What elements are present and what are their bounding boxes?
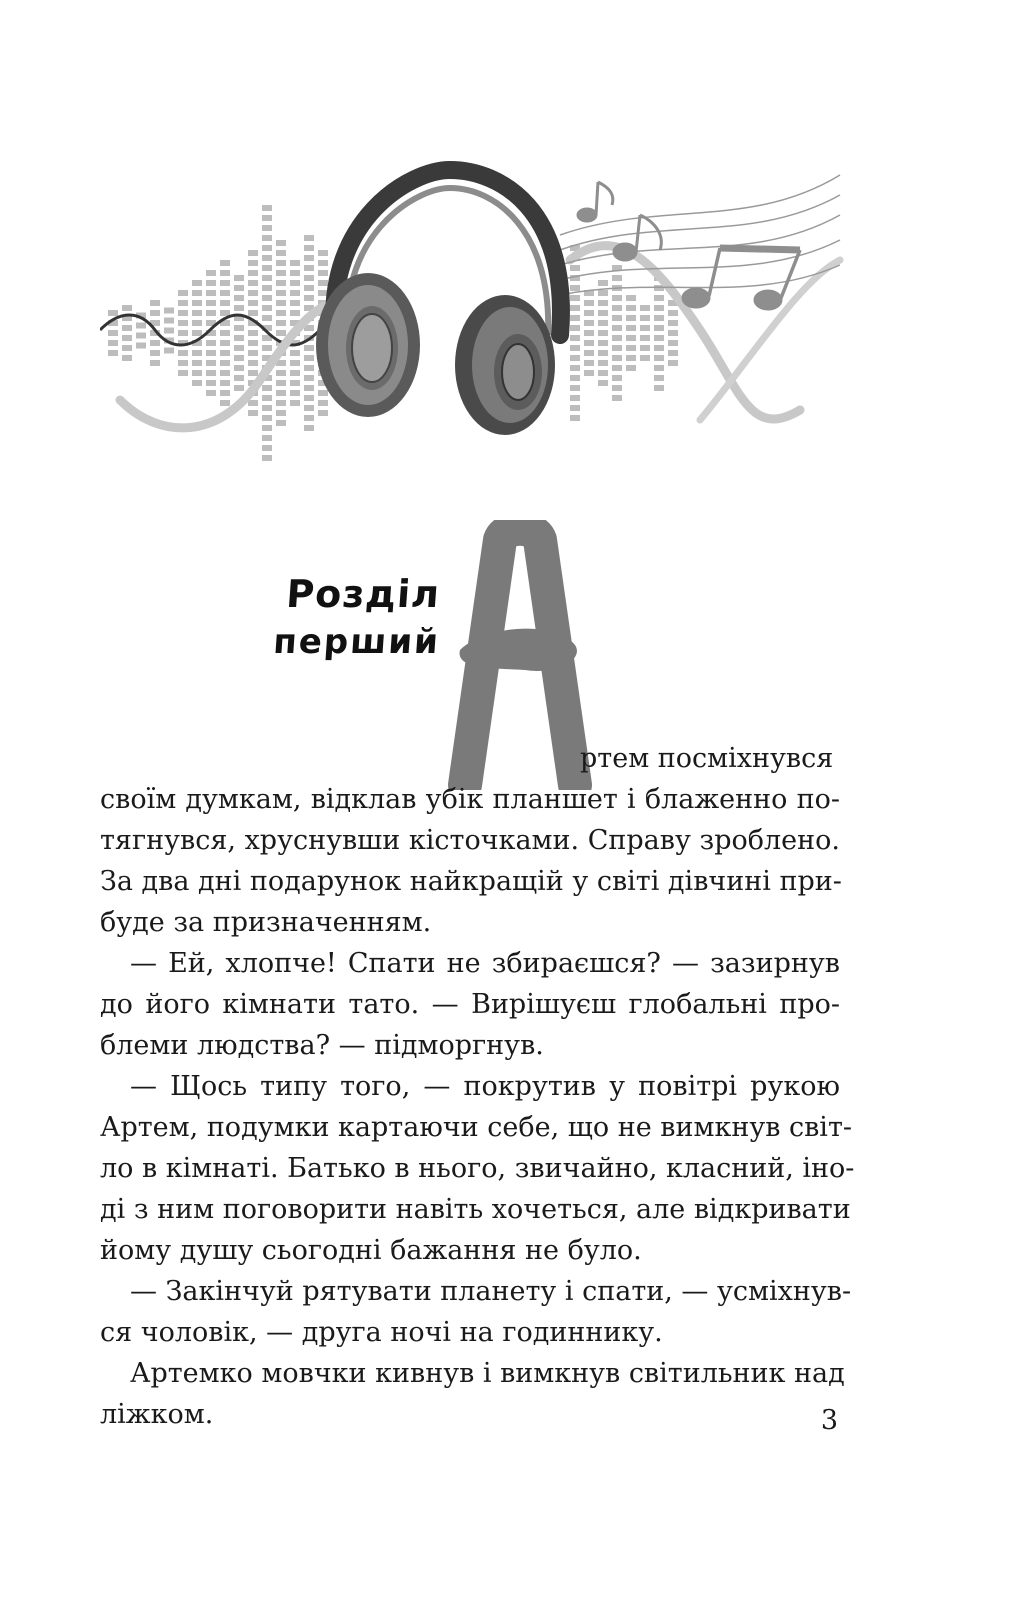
equalizer-segment (262, 235, 272, 241)
equalizer-segment (290, 300, 300, 306)
text-line: Артем, подумки картаючи себе, що не вимкнув світ- (100, 1112, 853, 1143)
equalizer-segment (318, 270, 328, 276)
equalizer-segment (122, 305, 132, 311)
equalizer-segment (668, 330, 678, 336)
chapter-heading (250, 572, 442, 662)
equalizer-segment (262, 215, 272, 221)
equalizer-segment (668, 310, 678, 316)
equalizer-segment (262, 385, 272, 391)
equalizer-segment (570, 395, 580, 401)
equalizer-segment (626, 295, 636, 301)
equalizer-segment (290, 280, 300, 286)
equalizer-segment (276, 380, 286, 386)
text-line: Артемко мовчки кивнув і вимкнув світильник над (130, 1358, 845, 1389)
equalizer-segment (150, 360, 160, 366)
equalizer-segment (598, 320, 608, 326)
equalizer-segment (178, 350, 188, 356)
text-line: тягнувся, хруснувши кісточками. Справу зроблено. (100, 825, 840, 856)
equalizer-segment (640, 345, 650, 351)
equalizer-segment (150, 350, 160, 356)
equalizer-segment (304, 235, 314, 241)
equalizer-segment (248, 280, 258, 286)
equalizer-segment (304, 385, 314, 391)
equalizer-segment (192, 350, 202, 356)
equalizer-segment (262, 245, 272, 251)
text-line: — Щось типу того, — покрутив у повітрі рукою (130, 1071, 840, 1102)
equalizer-segment (192, 280, 202, 286)
equalizer-segment (206, 360, 216, 366)
equalizer-segment (234, 365, 244, 371)
equalizer-segment (136, 323, 146, 329)
music-staff (560, 175, 840, 295)
equalizer-segment (234, 345, 244, 351)
equalizer-segment (248, 410, 258, 416)
equalizer-segment (276, 320, 286, 326)
equalizer-segment (136, 343, 146, 349)
equalizer-segment (626, 365, 636, 371)
equalizer-segment (178, 310, 188, 316)
equalizer-segment (598, 310, 608, 316)
equalizer-segment (248, 310, 258, 316)
equalizer-segment (276, 400, 286, 406)
equalizer-segment (304, 345, 314, 351)
equalizer-segment (290, 380, 300, 386)
equalizer-segment (584, 340, 594, 346)
equalizer-segment (584, 310, 594, 316)
equalizer-segment (276, 290, 286, 296)
equalizer-segment (612, 335, 622, 341)
equalizer-segment (150, 340, 160, 346)
equalizer-segment (108, 340, 118, 346)
equalizer-segment (290, 310, 300, 316)
equalizer-segment (640, 315, 650, 321)
equalizer-segment (262, 315, 272, 321)
equalizer-segment (584, 300, 594, 306)
equalizer-segment (276, 370, 286, 376)
text-line: — Ей, хлопче! Спати не збираєшся? — зазирнув (130, 948, 840, 979)
equalizer-segment (570, 325, 580, 331)
equalizer-segment (122, 345, 132, 351)
equalizer-segment (318, 260, 328, 266)
equalizer-segment (220, 290, 230, 296)
chapter-number: перший (271, 622, 442, 662)
equalizer-segment (570, 415, 580, 421)
equalizer-segment (220, 360, 230, 366)
equalizer-segment (178, 300, 188, 306)
text-line: до його кімнати тато. — Вирішуєш глобальні про- (100, 989, 840, 1020)
equalizer-segment (234, 355, 244, 361)
equalizer-segment (108, 350, 118, 356)
equalizer-segment (276, 300, 286, 306)
equalizer-segment (654, 295, 664, 301)
equalizer-segment (626, 325, 636, 331)
equalizer-segment (654, 355, 664, 361)
equalizer-segment (248, 300, 258, 306)
equalizer-segment (276, 410, 286, 416)
equalizer-segment (248, 400, 258, 406)
equalizer-segment (612, 315, 622, 321)
equalizer-segment (654, 305, 664, 311)
equalizer-segment (304, 365, 314, 371)
equalizer-segment (206, 380, 216, 386)
equalizer-segment (654, 385, 664, 391)
equalizer-segment (248, 340, 258, 346)
equalizer-segment (234, 285, 244, 291)
equalizer-segment (234, 295, 244, 301)
equalizer-segment (220, 280, 230, 286)
equalizer-segment (584, 320, 594, 326)
equalizer-segment (304, 245, 314, 251)
equalizer-segment (262, 345, 272, 351)
equalizer-segment (206, 280, 216, 286)
equalizer-segment (248, 360, 258, 366)
equalizer-segment (276, 260, 286, 266)
equalizer-segment (262, 415, 272, 421)
equalizer-segment (206, 270, 216, 276)
equalizer-segment (612, 295, 622, 301)
equalizer-segment (164, 308, 174, 314)
equalizer-segment (640, 335, 650, 341)
equalizer-segment (248, 370, 258, 376)
equalizer-segment (234, 375, 244, 381)
equalizer-segment (178, 320, 188, 326)
equalizer-segment (178, 370, 188, 376)
equalizer-segment (570, 385, 580, 391)
equalizer-segment (276, 250, 286, 256)
equalizer-segment (668, 350, 678, 356)
equalizer-segment (304, 425, 314, 431)
text-line: блеми людства? — підморгнув. (100, 1030, 544, 1061)
equalizer-segment (290, 290, 300, 296)
equalizer-segment (248, 350, 258, 356)
equalizer-segment (304, 395, 314, 401)
equalizer-segment (654, 365, 664, 371)
headphones-icon (316, 170, 561, 435)
equalizer-segment (248, 270, 258, 276)
equalizer-segment (598, 290, 608, 296)
equalizer-segment (262, 205, 272, 211)
text-line: йому душу сьогодні бажання не було. (100, 1235, 642, 1266)
equalizer-segment (262, 265, 272, 271)
equalizer-segment (122, 325, 132, 331)
equalizer-segment (570, 375, 580, 381)
equalizer-segment (304, 375, 314, 381)
equalizer-segment (262, 305, 272, 311)
text-line: буде за призначенням. (100, 907, 432, 938)
equalizer-segment (570, 365, 580, 371)
equalizer-segment (206, 300, 216, 306)
equalizer-segment (598, 350, 608, 356)
equalizer-segment (276, 310, 286, 316)
equalizer-segment (262, 455, 272, 461)
equalizer-segment (192, 330, 202, 336)
equalizer-segment (220, 310, 230, 316)
equalizer-segment (290, 370, 300, 376)
equalizer-segment (276, 330, 286, 336)
equalizer-segment (248, 250, 258, 256)
equalizer-segment (570, 335, 580, 341)
equalizer-segment (262, 225, 272, 231)
equalizer-segment (318, 400, 328, 406)
equalizer-segment (570, 345, 580, 351)
equalizer-segment (220, 390, 230, 396)
chapter-label: Розділ (284, 572, 442, 616)
equalizer-segment (612, 325, 622, 331)
equalizer-segment (248, 260, 258, 266)
equalizer-segment (262, 285, 272, 291)
equalizer-segment (122, 355, 132, 361)
equalizer-segment (234, 325, 244, 331)
equalizer-segment (570, 405, 580, 411)
equalizer-segment (570, 305, 580, 311)
equalizer-segment (290, 360, 300, 366)
equalizer-segment (220, 330, 230, 336)
equalizer-segment (192, 310, 202, 316)
equalizer-segment (626, 315, 636, 321)
equalizer-segment (640, 305, 650, 311)
equalizer-segment (304, 415, 314, 421)
equalizer-segment (612, 385, 622, 391)
equalizer-segment (598, 300, 608, 306)
equalizer-segment (276, 270, 286, 276)
equalizer-segment (584, 360, 594, 366)
equalizer-segment (164, 328, 174, 334)
text-line: ся чоловік, — друга ночі на годиннику. (100, 1317, 663, 1348)
equalizer-segment (220, 380, 230, 386)
equalizer-segment (206, 390, 216, 396)
equalizer-segment (318, 280, 328, 286)
text-line: своїм думкам, відклав убік планшет і блаженно по- (100, 784, 840, 815)
equalizer-segment (276, 420, 286, 426)
equalizer-segment (612, 365, 622, 371)
equalizer-segment (248, 290, 258, 296)
equalizer-segment (668, 360, 678, 366)
equalizer-segment (304, 265, 314, 271)
equalizer-segment (654, 375, 664, 381)
equalizer-segment (220, 270, 230, 276)
equalizer-segment (612, 355, 622, 361)
equalizer-segment (192, 360, 202, 366)
equalizer-segment (262, 395, 272, 401)
equalizer-segment (612, 375, 622, 381)
equalizer-segment (304, 285, 314, 291)
equalizer-segment (262, 445, 272, 451)
equalizer-segment (570, 285, 580, 291)
equalizer-segment (234, 305, 244, 311)
equalizer-segment (640, 325, 650, 331)
equalizer-segment (598, 370, 608, 376)
equalizer-segment (304, 275, 314, 281)
equalizer-segment (192, 290, 202, 296)
headphones-music-illustration (100, 160, 860, 490)
equalizer-segment (612, 275, 622, 281)
equalizer-segment (206, 290, 216, 296)
equalizer-segment (570, 355, 580, 361)
equalizer-segment (304, 355, 314, 361)
equalizer-segment (640, 355, 650, 361)
equalizer-segment (262, 255, 272, 261)
text-line: ді з ним поговорити навіть хочеться, але відкривати (100, 1194, 851, 1225)
equalizer-segment (626, 335, 636, 341)
equalizer-segment (262, 425, 272, 431)
equalizer-segment (290, 270, 300, 276)
equalizer-segment (318, 390, 328, 396)
text-line: — Закінчуй рятувати планету і спати, — усміхнув- (130, 1276, 852, 1307)
equalizer-segment (668, 340, 678, 346)
equalizer-segment (192, 380, 202, 386)
equalizer-segment (164, 348, 174, 354)
equalizer-segment (276, 240, 286, 246)
equalizer-segment (192, 370, 202, 376)
equalizer-segment (626, 345, 636, 351)
equalizer-segment (598, 340, 608, 346)
equalizer-segment (318, 410, 328, 416)
equalizer-segment (206, 340, 216, 346)
equalizer-segment (220, 260, 230, 266)
equalizer-segment (220, 300, 230, 306)
equalizer-segment (206, 370, 216, 376)
equalizer-segment (626, 355, 636, 361)
equalizer-segment (570, 295, 580, 301)
equalizer-segment (262, 275, 272, 281)
page-number: 3 (820, 1405, 838, 1436)
equalizer-segment (598, 330, 608, 336)
equalizer-segment (598, 360, 608, 366)
equalizer-segment (192, 320, 202, 326)
equalizer-segment (654, 345, 664, 351)
equalizer-segment (276, 390, 286, 396)
equalizer-segment (136, 333, 146, 339)
equalizer-segment (570, 315, 580, 321)
equalizer-segment (584, 370, 594, 376)
equalizer-segment (612, 395, 622, 401)
equalizer-segment (150, 300, 160, 306)
equalizer-segment (220, 400, 230, 406)
equalizer-segment (612, 305, 622, 311)
equalizer-segment (150, 310, 160, 316)
text-line: ліжком. (100, 1399, 214, 1430)
text-line: ртем посміхнувся (580, 743, 834, 774)
equalizer-segment (598, 280, 608, 286)
equalizer-segment (192, 300, 202, 306)
equalizer-segment (178, 360, 188, 366)
equalizer-segment (206, 310, 216, 316)
equalizer-segment (570, 265, 580, 271)
equalizer-segment (108, 310, 118, 316)
equalizer-segment (262, 435, 272, 441)
equalizer-segment (584, 350, 594, 356)
equalizer-segment (248, 330, 258, 336)
equalizer-segment (290, 350, 300, 356)
equalizer-segment (220, 370, 230, 376)
equalizer-segment (654, 335, 664, 341)
equalizer-segment (304, 255, 314, 261)
equalizer-segment (262, 295, 272, 301)
equalizer-segment (654, 325, 664, 331)
equalizer-segment (234, 335, 244, 341)
equalizer-segment (122, 335, 132, 341)
text-line: ло в кімнаті. Батько в нього, звичайно, класний, іно- (100, 1153, 855, 1184)
equalizer-segment (668, 320, 678, 326)
equalizer-segment (108, 330, 118, 336)
equalizer-segment (584, 330, 594, 336)
equalizer-segment (206, 350, 216, 356)
equalizer-segment (290, 390, 300, 396)
equalizer-segment (234, 385, 244, 391)
equalizer-segment (220, 350, 230, 356)
equalizer-segment (304, 295, 314, 301)
equalizer-segment (290, 400, 300, 406)
equalizer-segment (318, 250, 328, 256)
equalizer-segment (612, 345, 622, 351)
equalizer-segment (262, 405, 272, 411)
equalizer-segment (290, 260, 300, 266)
equalizer-segment (304, 405, 314, 411)
equalizer-segment (598, 380, 608, 386)
equalizer-segment (276, 280, 286, 286)
body-text (100, 738, 855, 1435)
equalizer-segment (626, 305, 636, 311)
equalizer-segment (220, 340, 230, 346)
equalizer-segment (164, 318, 174, 324)
equalizer-segment (178, 330, 188, 336)
text-line: За два дні подарунок найкращій у світі дівчині при- (100, 866, 842, 897)
equalizer-segment (234, 275, 244, 281)
equalizer-segment (654, 315, 664, 321)
equalizer-segment (178, 290, 188, 296)
